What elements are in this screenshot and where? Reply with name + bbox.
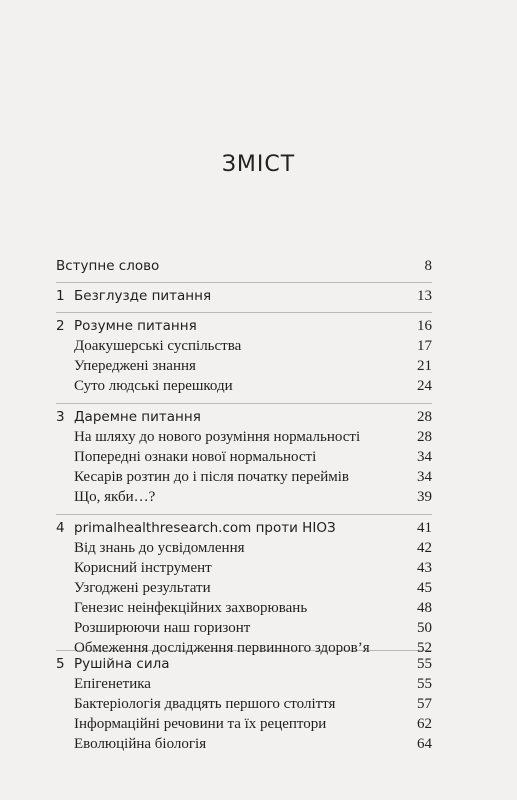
toc-entry-page: 8 <box>424 258 432 274</box>
page-title: ЗМІСТ <box>221 152 296 177</box>
toc-subentry <box>56 676 432 696</box>
toc-chapter-number: 5 <box>56 656 65 672</box>
toc-entry <box>56 409 432 429</box>
toc-subentry <box>56 716 432 736</box>
toc-entry-title: Кесарів розтин до і після початку переймів <box>74 469 349 485</box>
separator-line <box>56 514 432 515</box>
toc-entry-title: Узгоджені результати <box>74 580 211 596</box>
toc-entry-page: 17 <box>417 338 432 354</box>
toc-entry <box>56 520 432 540</box>
toc-entry <box>56 258 432 278</box>
toc-chapter-number: 1 <box>56 288 65 304</box>
toc-subentry <box>56 429 432 449</box>
toc-subentry <box>56 580 432 600</box>
toc-entry-title: Корисний інструмент <box>74 560 212 576</box>
toc-entry-title: Попередні ознаки нової нормальності <box>74 449 317 465</box>
toc-entry-page: 48 <box>417 600 432 616</box>
toc-entry-title: Обмеження дослідження первинного здоров’я <box>74 640 370 656</box>
toc-entry-page: 55 <box>417 656 432 672</box>
toc-entry-page: 13 <box>417 288 432 304</box>
toc-entry-page: 39 <box>417 489 432 505</box>
toc-entry-title: Розширюючи наш горизонт <box>74 620 251 636</box>
toc-entry-title: Генезис неінфекційних захворювань <box>74 600 308 616</box>
toc-subentry <box>56 736 432 756</box>
toc-entry-page: 16 <box>417 318 432 334</box>
toc-subentry <box>56 469 432 489</box>
toc-subentry <box>56 540 432 560</box>
toc-subentry <box>56 560 432 580</box>
separator-line <box>56 282 432 283</box>
toc-entry <box>56 656 432 676</box>
toc-entry-title: Від знань до усвідомлення <box>74 540 245 556</box>
toc-entry-title: Що, якби…? <box>74 489 156 505</box>
toc-entry-title: Рушійна сила <box>74 656 170 672</box>
separator-line <box>56 312 432 313</box>
toc-entry-page: 45 <box>417 580 432 596</box>
toc-chapter-number: 3 <box>56 409 65 425</box>
toc-subentry <box>56 696 432 716</box>
toc-entry-page: 28 <box>417 429 432 445</box>
toc-entry-title: Еволюційна біологія <box>74 736 207 752</box>
toc-entry-page: 34 <box>417 469 432 485</box>
toc-entry-page: 24 <box>417 378 432 394</box>
toc-subentry <box>56 489 432 509</box>
toc-entry-title: Упереджені знання <box>74 358 196 374</box>
toc-entry-page: 57 <box>417 696 432 712</box>
toc-entry-page: 42 <box>417 540 432 556</box>
toc-entry-page: 28 <box>417 409 432 425</box>
toc-entry-page: 41 <box>417 520 432 536</box>
toc-entry-title: На шляху до нового розуміння нормальності <box>74 429 361 445</box>
toc-entry-title: Суто людські перешкоди <box>74 378 233 394</box>
toc-entry-page: 62 <box>417 716 432 732</box>
toc-entry-page: 43 <box>417 560 432 576</box>
toc-entry-title: Епігенетика <box>74 676 151 692</box>
toc-entry-title: Безглузде питання <box>74 288 212 304</box>
toc-entry-title: Інформаційні речовини та їх рецептори <box>74 716 327 732</box>
toc-entry-page: 34 <box>417 449 432 465</box>
toc-subentry <box>56 600 432 620</box>
toc-entry-page: 55 <box>417 676 432 692</box>
toc-entry-page: 64 <box>417 736 432 752</box>
toc-chapter-number: 2 <box>56 318 65 334</box>
toc-entry-page: 21 <box>417 358 432 374</box>
toc-entry-title: Бактеріологія двадцять першого століття <box>74 696 336 712</box>
toc-entry-title: Вступне слово <box>56 258 160 274</box>
toc-chapter-number: 4 <box>56 520 65 536</box>
toc-subentry <box>56 358 432 378</box>
toc-subentry <box>56 338 432 358</box>
toc-subentry <box>56 620 432 640</box>
toc-entry-title: Розумне питання <box>74 318 197 334</box>
toc-entry <box>56 288 432 308</box>
separator-line <box>56 403 432 404</box>
toc-entry-page: 50 <box>417 620 432 636</box>
toc-subentry <box>56 449 432 469</box>
toc-entry-title: Даремне питання <box>74 409 201 425</box>
toc-entry-title: primalhealthresearch.com проти НІОЗ <box>74 520 336 536</box>
toc-entry-page: 52 <box>417 640 432 656</box>
toc-entry <box>56 318 432 338</box>
toc-subentry <box>56 378 432 398</box>
toc-entry-title: Доакушерські суспільства <box>74 338 242 354</box>
